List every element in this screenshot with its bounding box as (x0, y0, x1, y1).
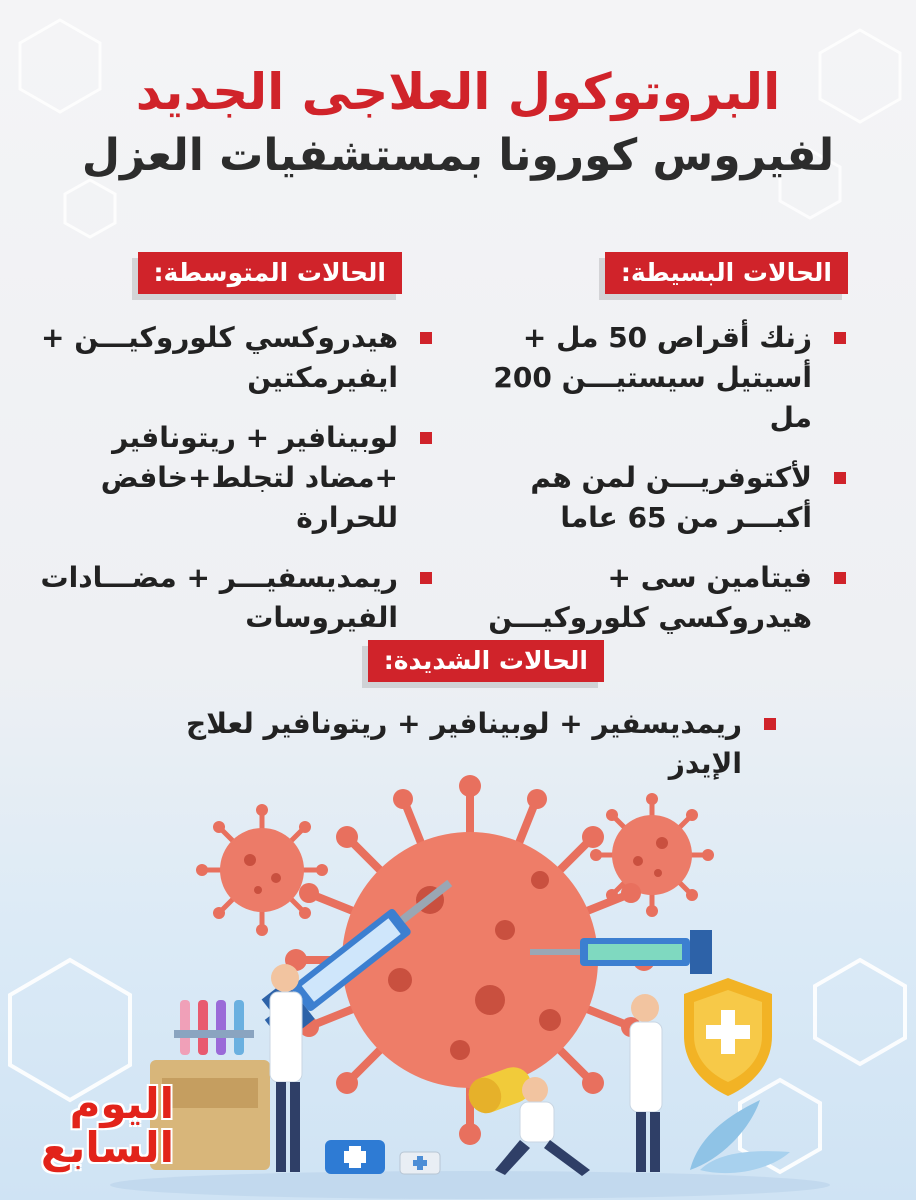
brand-logo (34, 1079, 174, 1172)
square-bullet-icon (834, 472, 846, 484)
list-item (40, 558, 432, 638)
mild-cases-list (474, 318, 846, 658)
square-bullet-icon (764, 718, 776, 730)
virus-icon (196, 804, 328, 936)
list-item-text: فيتامين سى + هيدروكسي كلوروكيـــن (488, 561, 812, 634)
list-item (474, 318, 846, 438)
logo-line-2: السابع (40, 1123, 174, 1172)
list-item (40, 318, 432, 398)
list-item (474, 458, 846, 538)
severe-cases-heading: الحالات الشديدة: (368, 640, 604, 682)
page-title: البروتوكول العلاجى الجديد (135, 63, 781, 121)
square-bullet-icon (834, 572, 846, 584)
moderate-cases-heading: الحالات المتوسطة: (138, 252, 403, 294)
page-subtitle: لفيروس كورونا بمستشفيات العزل (81, 130, 835, 181)
list-item (474, 558, 846, 638)
square-bullet-icon (420, 332, 432, 344)
list-item-text: هيدروكسي كلوروكيـــن + ايفيرمكتين (40, 321, 398, 394)
list-item-text: زنك أقراص 50 مل + أسيتيل سيستيـــن 200 مل (493, 321, 812, 434)
square-bullet-icon (420, 572, 432, 584)
logo-line-1: اليوم (69, 1079, 174, 1128)
square-bullet-icon (834, 332, 846, 344)
mild-cases-heading: الحالات البسيطة: (605, 252, 848, 294)
list-item-text: لوبينافير + ريتونافير +مضاد لتجلط+خافض للحرارة (100, 421, 398, 534)
square-bullet-icon (420, 432, 432, 444)
list-item-text: ريمديسفير + لوبينافير + ريتونافير لعلاج الإيدز (186, 707, 742, 780)
shield-plus-icon (684, 978, 772, 1096)
moderate-cases-list (40, 318, 432, 658)
list-item-text: لأكتوفريـــن لمن هم أكبـــر من 65 عاما (530, 461, 812, 534)
list-item-text: ريمديسفيـــر + مضـــادات الفيروسات (40, 561, 398, 634)
list-item (40, 418, 432, 538)
